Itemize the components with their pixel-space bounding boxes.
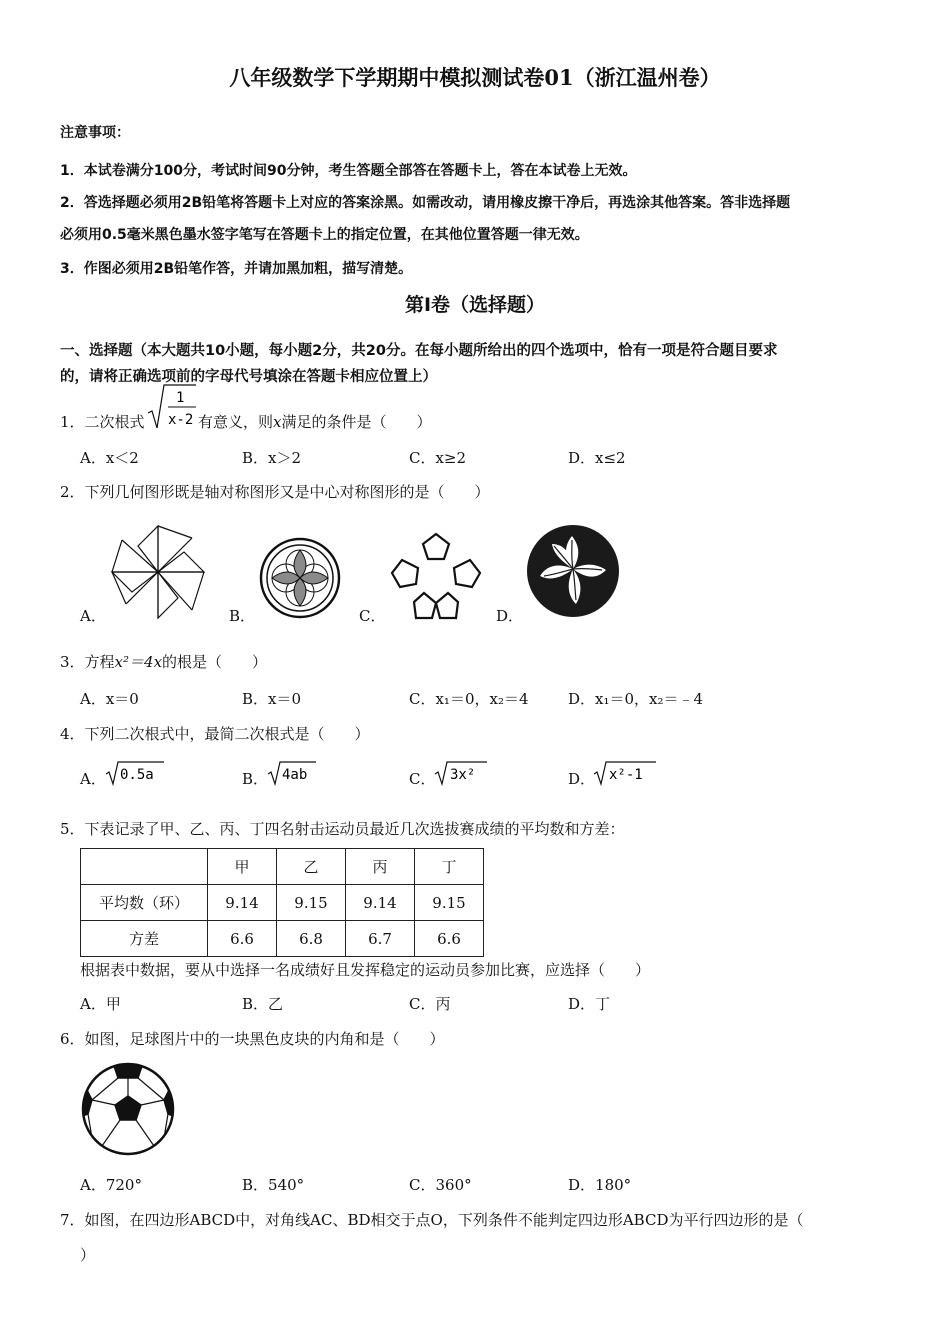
q1-option-a[interactable]: A．x＜2 (80, 449, 139, 467)
table-cell: 乙 (277, 849, 346, 885)
q2-figure-pinwheel (108, 524, 210, 620)
q3-option-c[interactable]: C．x₁＝0，x₂＝4 (409, 690, 529, 708)
table-row (81, 885, 484, 921)
section-line-1: 一、选择题（本大题共10小题，每小题2分，共20分。在每小题所给出的四个选项中，恰有一项是符合题目要求 (60, 343, 778, 359)
q2-option-a[interactable]: A． (80, 607, 106, 625)
q4-radical-a (104, 760, 166, 786)
table-cell: 6.8 (277, 921, 346, 957)
q7-stem: 7．如图，在四边形ABCD中，对角线AC、BD相交于点O，下列条件不能判定四边形ABCD为平行四边形的是（ (60, 1211, 804, 1229)
q1-stem-post: 有意义，则x满足的条件是（ ） (198, 413, 432, 431)
svg-text:3x²: 3x² (450, 767, 476, 783)
q6-option-c[interactable]: C．360° (409, 1176, 472, 1194)
q5-option-d[interactable]: D．丁 (568, 995, 611, 1013)
q4-radical-b (266, 760, 318, 786)
q4-stem: 4．下列二次根式中，最简二次根式是（ ） (60, 725, 370, 743)
q2-option-d[interactable]: D． (496, 607, 524, 625)
q3-stem: 3．方程x²＝4x的根是（ ） (60, 653, 268, 671)
q3-equation: x²＝4x (114, 653, 163, 671)
q2-stem: 2．下列几何图形既是轴对称图形又是中心对称图形的是（ ） (60, 483, 490, 501)
q1-option-b[interactable]: B．x＞2 (242, 449, 302, 467)
notice-item-2-cont: 必须用0.5毫米黑色墨水签字笔写在答题卡上的指定位置，在其他位置答题一律无效。 (60, 227, 589, 243)
q3-option-b[interactable]: B．x＝0 (242, 690, 302, 708)
q5-option-a[interactable]: A．甲 (80, 995, 121, 1013)
q6-option-b[interactable]: B．540° (242, 1176, 305, 1194)
q4-option-a[interactable]: A． (80, 770, 106, 788)
part-title: 第Ⅰ卷（选择题） (404, 294, 546, 316)
page-title: 八年级数学下学期期中模拟测试卷01（浙江温州卷） (229, 65, 721, 90)
svg-text:4ab: 4ab (282, 767, 308, 783)
table-cell: 6.7 (346, 921, 415, 957)
q2-option-b[interactable]: B． (229, 607, 256, 625)
section-line-2: 的，请将正确选项前的字母代号填涂在答题卡相应位置上） (60, 369, 437, 385)
table-cell: 9.15 (277, 885, 346, 921)
q5-option-b[interactable]: B．乙 (242, 995, 284, 1013)
q2-figure-bauhinia (526, 524, 620, 618)
table-cell: 6.6 (208, 921, 277, 957)
q6-option-d[interactable]: D．180° (568, 1176, 632, 1194)
q1-var: x (273, 413, 282, 431)
q1-option-d[interactable]: D．x≤2 (568, 449, 626, 467)
q1-option-c[interactable]: C．x≥2 (409, 449, 467, 467)
q2-figure-flower-circle (258, 536, 342, 620)
q1-radical-den: x-2 (168, 412, 194, 428)
table-cell: 丙 (346, 849, 415, 885)
table-cell (81, 849, 208, 885)
table-cell: 9.14 (346, 885, 415, 921)
table-cell: 平均数（环） (81, 885, 208, 921)
table-cell: 9.14 (208, 885, 277, 921)
q2-figure-pentagons (386, 530, 486, 620)
table-cell: 9.15 (415, 885, 484, 921)
q6-stem: 6．如图，足球图片中的一块黑色皮块的内角和是（ ） (60, 1030, 445, 1048)
table-cell: 方差 (81, 921, 208, 957)
notice-heading: 注意事项： (60, 125, 130, 141)
q3-option-a[interactable]: A．x＝0 (80, 690, 139, 708)
notice-item-3: 3．作图必须用2B铅笔作答，并请加黑加粗，描写清楚。 (60, 261, 413, 277)
notice-item-2: 2．答选择题必须用2B铅笔将答题卡上对应的答案涂黑。如需改动，请用橡皮擦干净后，再选涂其他答案。答非选择题 (60, 195, 791, 211)
q4-option-d[interactable]: D． (568, 770, 596, 788)
q5-followup: 根据表中数据，要从中选择一名成绩好且发挥稳定的运动员参加比赛，应选择（ ） (80, 961, 651, 979)
q3-option-d[interactable]: D．x₁＝0，x₂＝﹣4 (568, 690, 704, 708)
table-cell: 丁 (415, 849, 484, 885)
q4-radical-d (592, 754, 658, 786)
svg-text:x²-1: x²-1 (609, 767, 643, 783)
table-cell: 甲 (208, 849, 277, 885)
q4-option-c[interactable]: C． (409, 770, 436, 788)
q1-radical (146, 383, 198, 431)
q6-option-a[interactable]: A．720° (80, 1176, 142, 1194)
q1-stem-pre: 1．二次根式 (60, 413, 145, 431)
q6-soccer-ball-figure (80, 1062, 176, 1156)
q4-radical-c (433, 754, 489, 786)
notice-item-1: 1．本试卷满分100分，考试时间90分钟，考生答题全部答在答题卡上，答在本试卷上无效。 (60, 163, 637, 179)
q4-option-b[interactable]: B． (242, 770, 269, 788)
q1-radical-num: 1 (176, 390, 185, 406)
q5-option-c[interactable]: C．丙 (409, 995, 451, 1013)
q7-stem-cont: ） (80, 1246, 96, 1264)
table-cell: 6.6 (415, 921, 484, 957)
q2-option-c[interactable]: C． (359, 607, 386, 625)
svg-text:0.5a: 0.5a (120, 767, 154, 783)
q5-score-table (80, 848, 484, 957)
table-header-row (81, 849, 484, 885)
table-row (81, 921, 484, 957)
q5-stem: 5．下表记录了甲、乙、丙、丁四名射击运动员最近几次选拔赛成绩的平均数和方差： (60, 820, 625, 838)
